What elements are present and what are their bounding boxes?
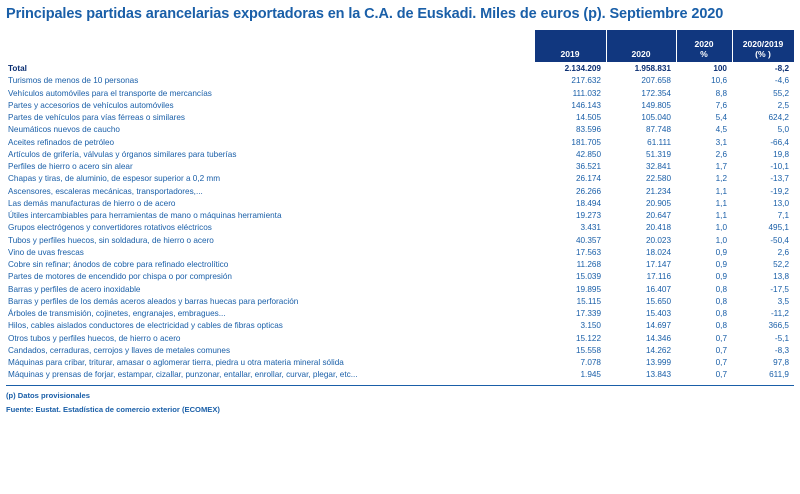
table-row — [6, 210, 794, 222]
cell-share: 0,8 — [715, 309, 727, 319]
cell-2019: 146.143 — [571, 100, 601, 110]
cell-share: 0,8 — [715, 296, 727, 306]
cell-2020: 1.958.831 — [634, 64, 671, 74]
row-label: Partes y accesorios de vehículos automóviles — [8, 100, 174, 110]
table-body — [6, 63, 794, 382]
cell-2020: 14.346 — [645, 333, 671, 343]
row-label: Turismos de menos de 10 personas — [8, 76, 139, 86]
row-label: Barras y perfiles de acero inoxidable — [8, 284, 141, 294]
cell-2020: 20.647 — [645, 211, 671, 221]
cell-2020: 15.403 — [645, 309, 671, 319]
table-row — [6, 296, 794, 308]
table-row — [6, 88, 794, 100]
column-header-share — [676, 30, 732, 63]
cell-variation: 366,5 — [768, 321, 789, 331]
cell-variation: 495,1 — [768, 223, 789, 233]
cell-variation: -8,2 — [774, 64, 789, 74]
cell-variation: -10,1 — [770, 162, 789, 172]
table-row — [6, 149, 794, 161]
table-row — [6, 161, 794, 173]
cell-2020: 13.843 — [645, 370, 671, 380]
cell-share: 2,6 — [715, 149, 727, 159]
row-label: Cobre sin refinar; ánodos de cobre para refinado electrolítico — [8, 260, 229, 270]
table-row — [6, 369, 794, 381]
cell-2019: 15.039 — [575, 272, 601, 282]
cell-2020: 207.658 — [641, 76, 671, 86]
cell-2019: 40.357 — [575, 235, 601, 245]
cell-2020: 21.234 — [645, 186, 671, 196]
cell-2019: 36.521 — [575, 162, 601, 172]
cell-2019: 3.150 — [580, 321, 601, 331]
cell-2019: 83.596 — [575, 125, 601, 135]
cell-share: 1,1 — [715, 211, 727, 221]
row-label: Chapas y tiras, de aluminio, de espesor superior a 0,2 mm — [8, 174, 221, 184]
table-row — [6, 222, 794, 234]
table-row — [6, 235, 794, 247]
column-header-2020: 2020 — [606, 30, 676, 63]
cell-2020: 61.111 — [647, 137, 671, 147]
cell-variation: 7,1 — [777, 211, 789, 221]
table-row — [6, 345, 794, 357]
column-header-share-title: 2020 — [694, 39, 714, 50]
column-header-2019: 2019 — [534, 30, 606, 63]
row-label: Barras y perfiles de los demás aceros aleados y barras huecas para perforación — [8, 296, 299, 306]
cell-variation: -13,7 — [770, 174, 789, 184]
cell-variation: 55,2 — [773, 88, 789, 98]
cell-2019: 7.078 — [580, 358, 601, 368]
cell-variation: 2,5 — [777, 100, 789, 110]
row-label: Útiles intercambiables para herramientas de mano o máquinas herramienta — [8, 211, 282, 221]
cell-variation: -19,2 — [770, 186, 789, 196]
cell-2020: 20.023 — [645, 235, 671, 245]
cell-share: 1,0 — [715, 235, 727, 245]
footnote-provisional: (p) Datos provisionales — [6, 390, 90, 400]
column-header-label — [6, 30, 534, 63]
cell-share: 0,9 — [715, 247, 727, 257]
cell-share: 0,9 — [715, 272, 727, 282]
cell-2019: 11.268 — [576, 260, 601, 270]
cell-share: 0,7 — [715, 358, 727, 368]
cell-2019: 3.431 — [580, 223, 601, 233]
cell-share: 5,4 — [715, 113, 727, 123]
cell-variation: -11,2 — [770, 309, 789, 319]
cell-2019: 217.632 — [571, 76, 601, 86]
cell-2020: 18.024 — [645, 247, 671, 257]
cell-2019: 19.273 — [575, 211, 601, 221]
cell-2020: 17.116 — [646, 272, 671, 282]
cell-2019: 17.563 — [575, 247, 601, 257]
cell-share: 8,8 — [715, 88, 727, 98]
cell-2020: 13.999 — [645, 358, 671, 368]
cell-2020: 17.147 — [645, 260, 671, 270]
footnote-source: Fuente: Eustat. Estadística de comercio exterior (ECOMEX) — [6, 405, 220, 414]
cell-2019: 18.494 — [575, 198, 601, 208]
column-header-variation-sub: (% ) — [755, 48, 771, 59]
table-row — [6, 333, 794, 345]
cell-2019: 19.895 — [575, 284, 601, 294]
cell-2020: 14.262 — [645, 345, 671, 355]
column-header-variation-title: 2020/2019 — [742, 39, 784, 50]
cell-share: 1,7 — [715, 162, 727, 172]
table-row — [6, 284, 794, 296]
cell-share: 1,0 — [715, 223, 727, 233]
row-label: Grupos electrógenos y convertidores rotativos eléctricos — [8, 223, 212, 233]
table-row — [6, 320, 794, 332]
row-label: Árboles de transmisión, cojinetes, engranajes, embragues... — [8, 309, 226, 319]
page-title: Principales partidas arancelarias exportadoras en la C.A. de Euskadi. Miles de euros (p). Septiembre 2020 — [6, 6, 724, 22]
row-label: Ascensores, escaleras mecánicas, transportadores,... — [8, 186, 203, 196]
cell-2020: 14.697 — [645, 321, 671, 331]
cell-variation: 13,8 — [773, 272, 789, 282]
cell-variation: 19,8 — [773, 149, 789, 159]
cell-2019: 17.339 — [575, 309, 601, 319]
exports-table — [6, 29, 795, 382]
cell-2019: 42.850 — [575, 149, 601, 159]
cell-variation: 52,2 — [773, 260, 789, 270]
cell-share: 0,7 — [715, 345, 727, 355]
cell-share: 10,6 — [711, 76, 727, 86]
row-label: Perfiles de hierro o acero sin alear — [8, 162, 133, 172]
cell-share: 1,1 — [715, 186, 727, 196]
row-label: Neumáticos nuevos de caucho — [8, 125, 120, 135]
cell-2020: 87.748 — [645, 125, 671, 135]
cell-2020: 32.841 — [645, 162, 671, 172]
cell-variation: 13,0 — [773, 198, 789, 208]
table-header-row — [6, 30, 794, 63]
cell-share: 7,6 — [715, 100, 727, 110]
cell-variation: 3,5 — [777, 296, 789, 306]
cell-variation: -8,3 — [774, 345, 789, 355]
row-label: Hilos, cables aislados conductores de electricidad y cables de fibras opticas — [8, 321, 283, 331]
cell-2020: 20.905 — [645, 198, 671, 208]
cell-variation: 624,2 — [768, 113, 789, 123]
cell-2020: 172.354 — [641, 88, 671, 98]
cell-share: 4,5 — [715, 125, 727, 135]
cell-variation: 5,0 — [777, 125, 789, 135]
cell-share: 100 — [713, 64, 727, 74]
cell-share: 0,8 — [715, 321, 727, 331]
row-label: Partes de vehículos para vías férreas o similares — [8, 113, 186, 123]
cell-2019: 2.134.209 — [564, 64, 601, 74]
cell-share: 1,1 — [715, 198, 727, 208]
table-header — [6, 30, 794, 63]
row-label: Máquinas para cribar, triturar, amasar o aglomerar tierra, piedra u otra materia mineral sólida — [8, 358, 344, 368]
cell-2020: 105.040 — [641, 113, 671, 123]
cell-share: 1,2 — [715, 174, 727, 184]
cell-2020: 16.407 — [645, 284, 671, 294]
cell-2020: 51.319 — [645, 149, 671, 159]
column-header-variation — [732, 30, 794, 63]
table-row — [6, 308, 794, 320]
table-row — [6, 198, 794, 210]
cell-variation: -4,6 — [774, 76, 789, 86]
table-row — [6, 186, 794, 198]
cell-share: 0,9 — [715, 260, 727, 270]
table-row — [6, 357, 794, 369]
cell-2020: 15.650 — [645, 296, 671, 306]
cell-share: 0,8 — [715, 284, 727, 294]
table-row — [6, 112, 794, 124]
cell-2019: 1.945 — [580, 370, 601, 380]
table-row — [6, 271, 794, 283]
cell-2020: 20.418 — [645, 223, 671, 233]
cell-variation: -17,5 — [770, 284, 789, 294]
row-label: Tubos y perfiles huecos, sin soldadura, de hierro o acero — [8, 235, 214, 245]
table-row — [6, 75, 794, 87]
cell-2019: 15.115 — [576, 296, 601, 306]
row-label: Aceites refinados de petróleo — [8, 137, 115, 147]
cell-2020: 149.805 — [641, 100, 671, 110]
table-row — [6, 173, 794, 185]
table-row — [6, 63, 794, 76]
cell-2019: 15.558 — [575, 345, 601, 355]
cell-share: 0,7 — [715, 333, 727, 343]
cell-2020: 22.580 — [645, 174, 671, 184]
row-label: Candados, cerraduras, cerrojos y llaves de metales comunes — [8, 345, 231, 355]
row-label: Artículos de grifería, válvulas y órganos similares para tuberías — [8, 149, 237, 159]
row-label: Vino de uvas frescas — [8, 247, 84, 257]
cell-2019: 26.174 — [575, 174, 601, 184]
column-header-share-sub: % — [700, 48, 708, 59]
row-label: Partes de motores de encendido por chispa o por compresión — [8, 272, 232, 282]
cell-share: 0,7 — [715, 370, 727, 380]
table-bottom-rule — [6, 385, 794, 386]
row-label: Vehículos automóviles para el transporte de mercancías — [8, 88, 212, 98]
table-row — [6, 247, 794, 259]
table-row — [6, 100, 794, 112]
row-label: Total — [8, 63, 27, 73]
cell-share: 3,1 — [715, 137, 727, 147]
cell-2019: 111.032 — [572, 88, 601, 98]
row-label: Otros tubos y perfiles huecos, de hierro o acero — [8, 333, 181, 343]
cell-variation: 611,9 — [769, 370, 789, 380]
row-label: Máquinas y prensas de forjar, estampar, cizallar, punzonar, entallar, enrollar, curvar, plegar, etc... — [8, 370, 358, 380]
cell-2019: 14.505 — [575, 113, 601, 123]
table-row — [6, 124, 794, 136]
cell-variation: -50,4 — [770, 235, 789, 245]
table-row — [6, 259, 794, 271]
table-row — [6, 137, 794, 149]
cell-variation: 2,6 — [777, 247, 789, 257]
cell-variation: -5,1 — [774, 333, 789, 343]
row-label: Las demás manufacturas de hierro o de acero — [8, 198, 176, 208]
cell-variation: 97,8 — [773, 358, 789, 368]
cell-2019: 26.266 — [575, 186, 601, 196]
cell-2019: 181.705 — [571, 137, 601, 147]
cell-2019: 15.122 — [575, 333, 601, 343]
cell-variation: -66,4 — [770, 137, 789, 147]
